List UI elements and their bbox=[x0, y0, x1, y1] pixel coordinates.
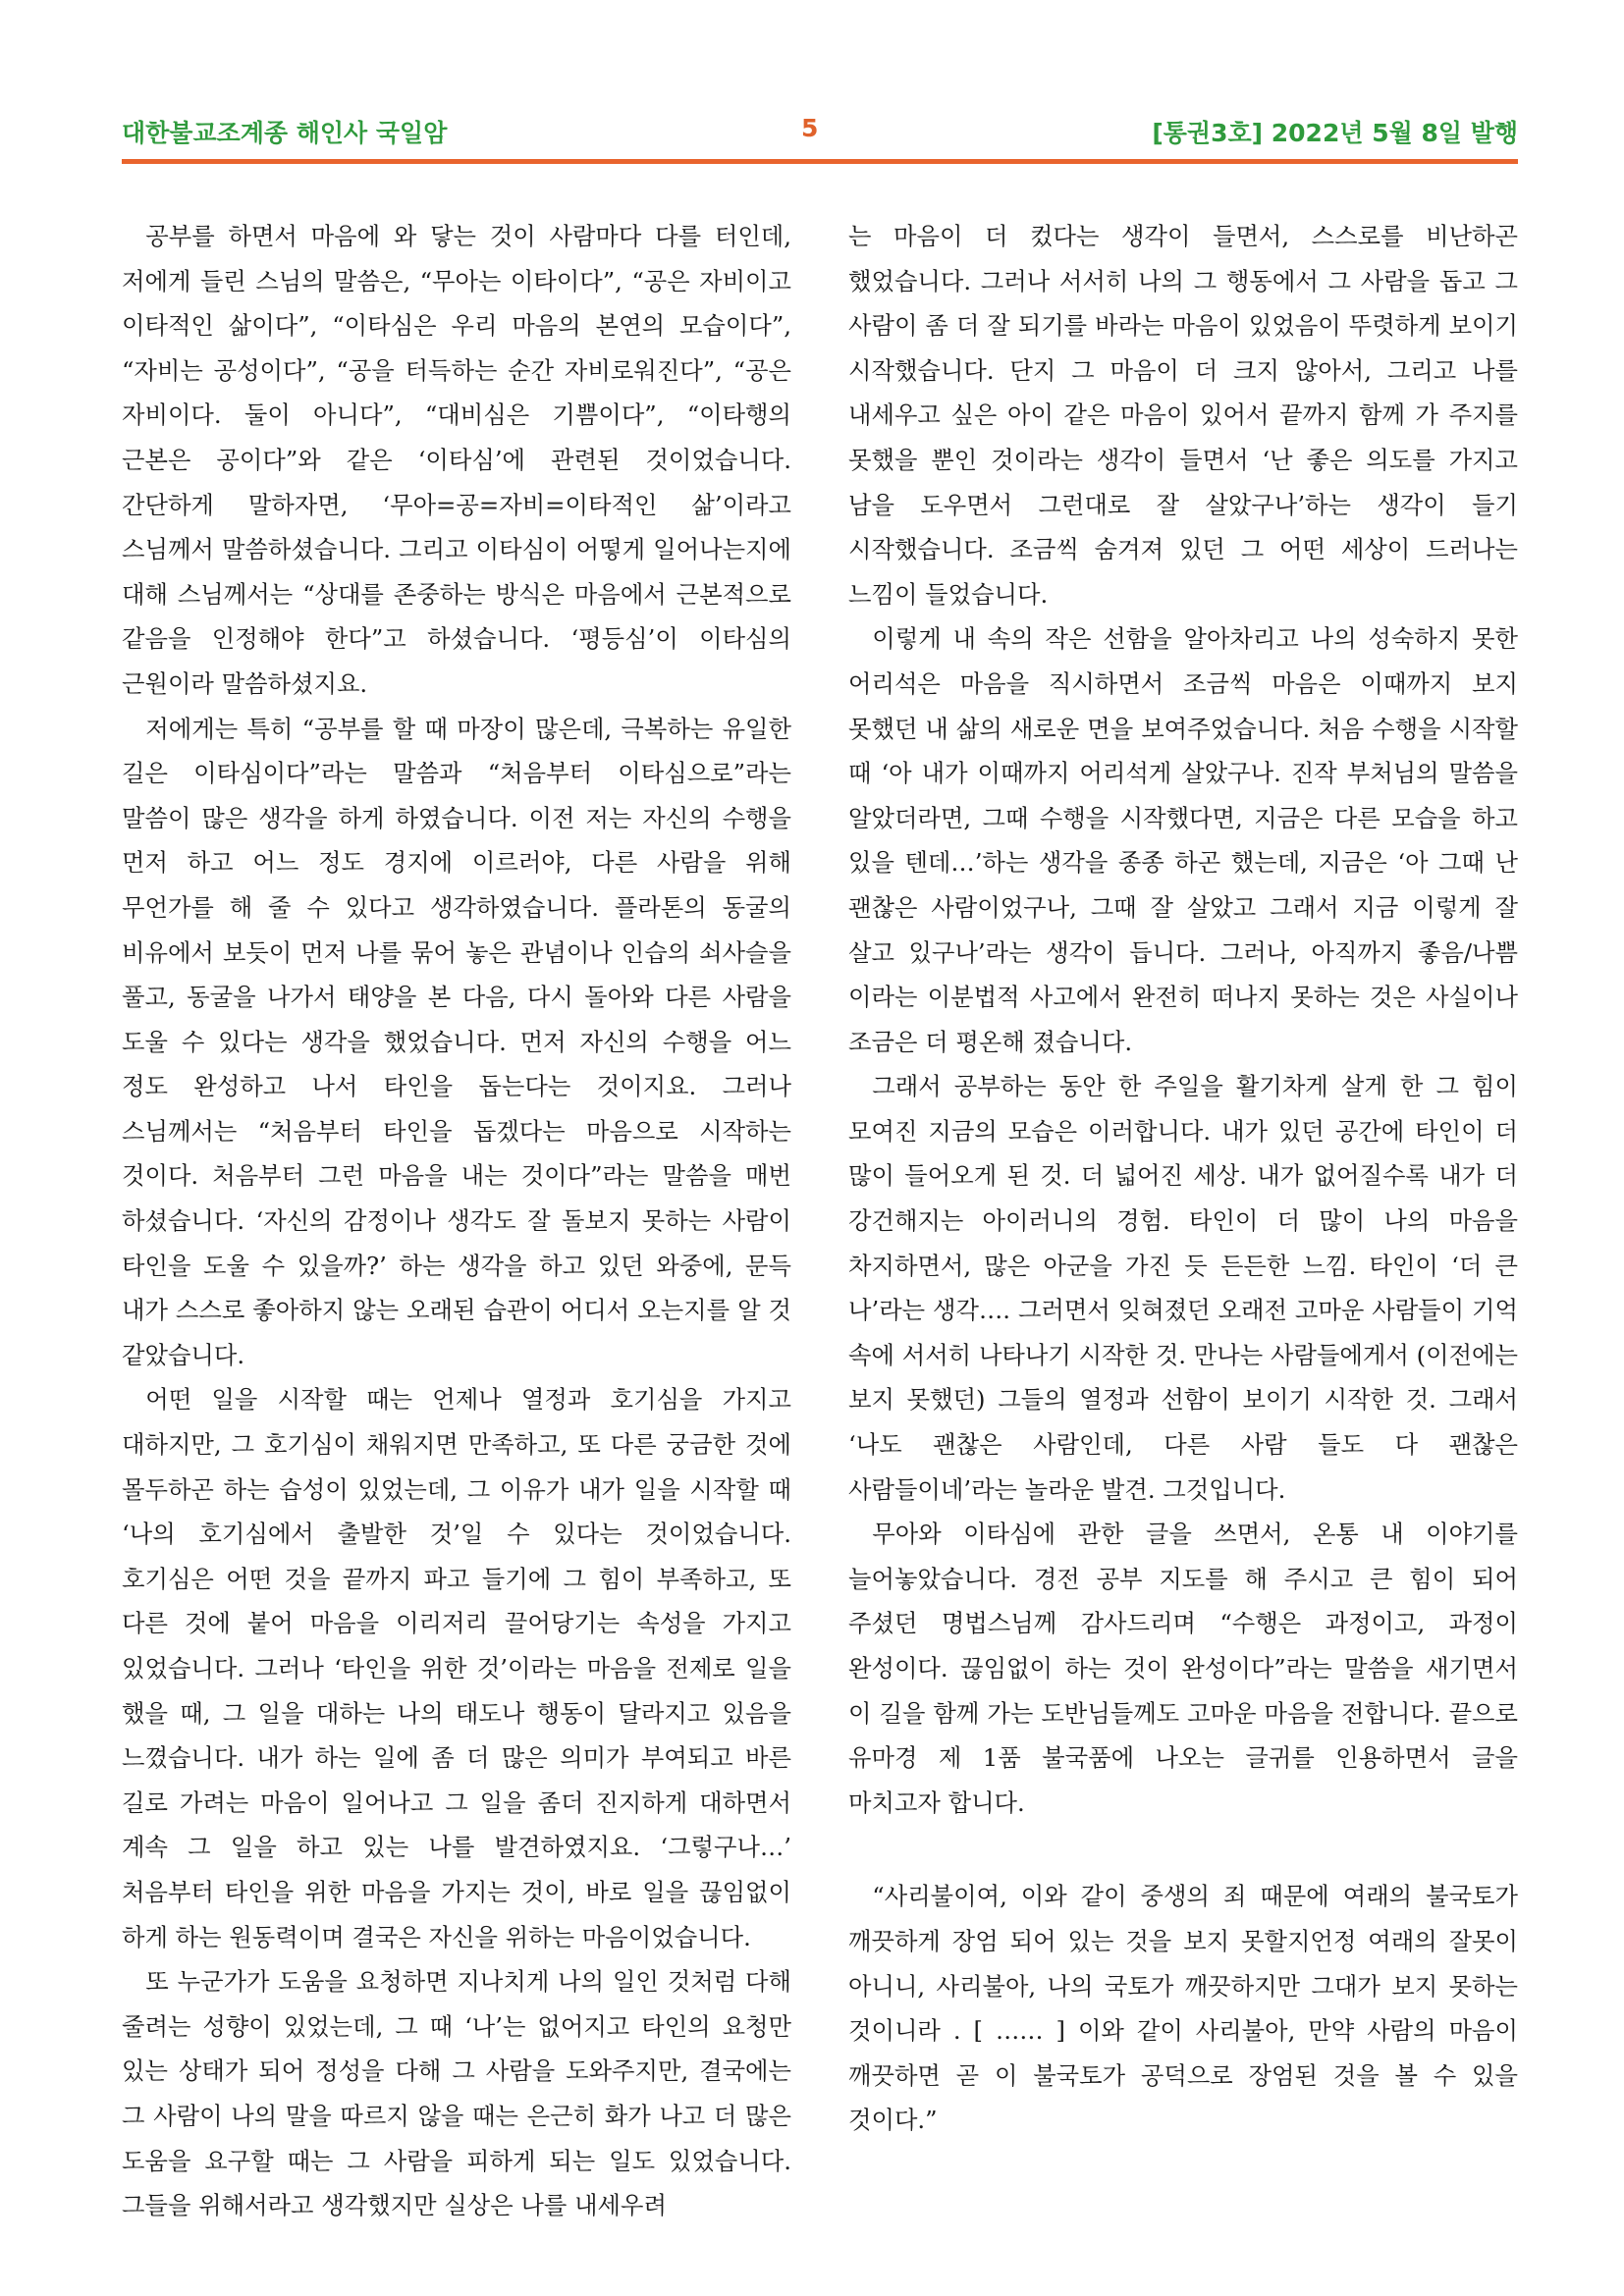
header-rule bbox=[122, 159, 1518, 164]
paragraph: 또 누군가가 도움을 요청하면 지나치게 나의 일인 것처럼 다해 줄려는 성향이 있었는데, 그 때 ‘나’는 없어지고 타인의 요청만 있는 상태가 되어 정성을 다해 그 사람을 도와주지만, 결국에는 그 사람이 나의 말을 따르지 않을 때는 은근히 화가 나고 더 많은 도움을 요구할 때는 그 사람을 피하게 되는 일도 있었습니다. 그들을 위해서라고 생각했지만 실상은 나를 내세우려 bbox=[122, 1967, 791, 2220]
issue-info: [통권3호] 2022년 5월 8일 발행 bbox=[1152, 119, 1518, 147]
publisher-name: 대한불교조계종 해인사 국일암 bbox=[122, 119, 448, 147]
paragraph: 이렇게 내 속의 작은 선함을 알아차리고 나의 성숙하지 못한 어리석은 마음을 직시하면서 조금씩 마음은 이때까지 보지 못했던 내 삶의 새로운 면을 보여주었습니다. 처음 수행을 시작할 때 ‘아 내가 이때까지 어리석게 살았구나. 진작 부처님의 말씀을 알았더라면, 그때 수행을 시작했다면, 지금은 다른 모습을 하고 있을 텐데…’하는 생각을 종종 하곤 했는데, 지금은 ‘아 그때 난 괜찮은 사람이었구나, 그때 잘 살았고 그래서 지금 이렇게 잘 살고 있구나’라는 생각이 듭니다. 그러나, 아직까지 좋음/나쁨 이라는 이분법적 사고에서 완전히 떠나지 못하는 것은 사실이나 조금은 더 평온해 졌습니다. bbox=[848, 624, 1518, 1056]
left-column bbox=[122, 214, 791, 2228]
sutra-quote: “사리불이여, 이와 같이 중생의 죄 때문에 여래의 불국토가 깨끗하게 장엄 되어 있는 것을 보지 못할지언정 여래의 잘못이 아니니, 사리불아, 나의 국토가 깨끗하지만 그대가 보지 못하는 것이니라 . [ …… ] 이와 같이 사리불아, 만약 사람의 마음이 깨끗하면 곧 이 불국토가 공덕으로 장엄된 것을 볼 수 있을 것이다.” bbox=[848, 1882, 1518, 2135]
page-header bbox=[122, 110, 1518, 149]
right-column bbox=[848, 214, 1518, 2143]
paragraph: 무아와 이타심에 관한 글을 쓰면서, 온통 내 이야기를 늘어놓았습니다. 경전 공부 지도를 해 주시고 큰 힘이 되어 주셨던 명법스님께 감사드리며 “수행은 과정이고, 과정이 완성이다. 끊임없이 하는 것이 완성이다”라는 말씀을 새기면서 이 길을 함께 가는 도반님들께도 고마운 마음을 전합니다. 끝으로 유마경 제 1품 불국품에 나오는 글귀를 인용하면서 글을 마치고자 합니다. bbox=[848, 1520, 1518, 1817]
paragraph: 는 마음이 더 컸다는 생각이 들면서, 스스로를 비난하곤 했었습니다. 그러나 서서히 나의 그 행동에서 그 사람을 돕고 그 사람이 좀 더 잘 되기를 바라는 마음이 있었음이 뚜렷하게 보이기 시작했습니다. 단지 그 마음이 더 크지 않아서, 그리고 나를 내세우고 싶은 아이 같은 마음이 있어서 끝까지 함께 가 주지를 못했을 뿐인 것이라는 생각이 들면서 ‘난 좋은 의도를 가지고 남을 도우면서 그런대로 잘 살았구나’하는 생각이 들기 시작했습니다. 조금씩 숨겨져 있던 그 어떤 세상이 드러나는 느낌이 들었습니다. bbox=[848, 222, 1518, 609]
paragraph: 그래서 공부하는 동안 한 주일을 활기차게 살게 한 그 힘이 모여진 지금의 모습은 이러합니다. 내가 있던 공간에 타인이 더 많이 들어오게 된 것. 더 넓어진 세상. 내가 없어질수록 내가 더 강건해지는 아이러니의 경험. 타인이 더 많이 나의 마음을 차지하면서, 많은 아군을 가진 듯 든든한 느낌. 타인이 ‘더 큰 나’라는 생각…. 그러면서 잊혀졌던 오래전 고마운 사람들이 기억 속에 서서히 나타나기 시작한 것. 만나는 사람들에게서 (이전에는 보지 못했던) 그들의 열정과 선함이 보이기 시작한 것. 그래서 ‘나도 괜찮은 사람인데, 다른 사람 들도 다 괜찮은 사람들이네’라는 놀라운 발견. 그것입니다. bbox=[848, 1072, 1518, 1504]
paragraph: 어떤 일을 시작할 때는 언제나 열정과 호기심을 가지고 대하지만, 그 호기심이 채워지면 만족하고, 또 다른 궁금한 것에 몰두하곤 하는 습성이 있었는데, 그 이유가 내가 일을 시작할 때 ‘나의 호기심에서 출발한 것’일 수 있다는 것이었습니다. 호기심은 어떤 것을 끝까지 파고 들기에 그 힘이 부족하고, 또 다른 것에 붙어 마음을 이리저리 끌어당기는 속성을 가지고 있었습니다. 그러나 ‘타인을 위한 것’이라는 마음을 전제로 일을 했을 때, 그 일을 대하는 나의 태도나 행동이 달라지고 있음을 느꼈습니다. 내가 하는 일에 좀 더 많은 의미가 부여되고 바른 길로 가려는 마음이 일어나고 그 일을 좀더 진지하게 대하면서 계속 그 일을 하고 있는 나를 발견하였지요. ‘그렇구나…’ 처음부터 타인을 위한 마음을 가지는 것이, 바로 일을 끊임없이 하게 하는 원동력이며 결국은 자신을 위하는 마음이었습니다. bbox=[122, 1385, 791, 1951]
paragraph: 공부를 하면서 마음에 와 닿는 것이 사람마다 다를 터인데, 저에게 들린 스님의 말씀은, “무아는 이타이다”, “공은 자비이고 이타적인 삶이다”, “이타심은 우리 마음의 본연의 모습이다”, “자비는 공성이다”, “공을 터득하는 순간 자비로워진다”, “공은 자비이다. 둘이 아니다”, “대비심은 기쁨이다”, “이타행의 근본은 공이다”와 같은 ‘이타심’에 관련된 것이었습니다. 간단하게 말하자면, ‘무아=공=자비=이타적인 삶’이라고 스님께서 말씀하셨습니다. 그리고 이타심이 어떻게 일어나는지에 대해 스님께서는 “상대를 존중하는 방식은 마음에서 근본적으로 같음을 인정해야 한다”고 하셨습니다. ‘평등심’이 이타심의 근원이라 말씀하셨지요. bbox=[122, 222, 791, 698]
paragraph: 저에게는 특히 “공부를 할 때 마장이 많은데, 극복하는 유일한 길은 이타심이다”라는 말씀과 “처음부터 이타심으로”라는 말씀이 많은 생각을 하게 하였습니다. 이전 저는 자신의 수행을 먼저 하고 어느 정도 경지에 이르러야, 다른 사람을 위해 무언가를 해 줄 수 있다고 생각하였습니다. 플라톤의 동굴의 비유에서 보듯이 먼저 나를 묶어 놓은 관념이나 인습의 쇠사슬을 풀고, 동굴을 나가서 태양을 본 다음, 다시 돌아와 다른 사람을 도울 수 있다는 생각을 했었습니다. 먼저 자신의 수행을 어느 정도 완성하고 나서 타인을 돕는다는 것이지요. 그러나 스님께서는 “처음부터 타인을 돕겠다는 마음으로 시작하는 것이다. 처음부터 그런 마음을 내는 것이다”라는 말씀을 매번 하셨습니다. ‘자신의 감정이나 생각도 잘 돌보지 못하는 사람이 타인을 도울 수 있을까?’ 하는 생각을 하고 있던 와중에, 문득 내가 스스로 좋아하지 않는 오래된 습관이 어디서 오는지를 알 것 같았습니다. bbox=[122, 714, 791, 1369]
page-number: 5 bbox=[801, 114, 819, 142]
